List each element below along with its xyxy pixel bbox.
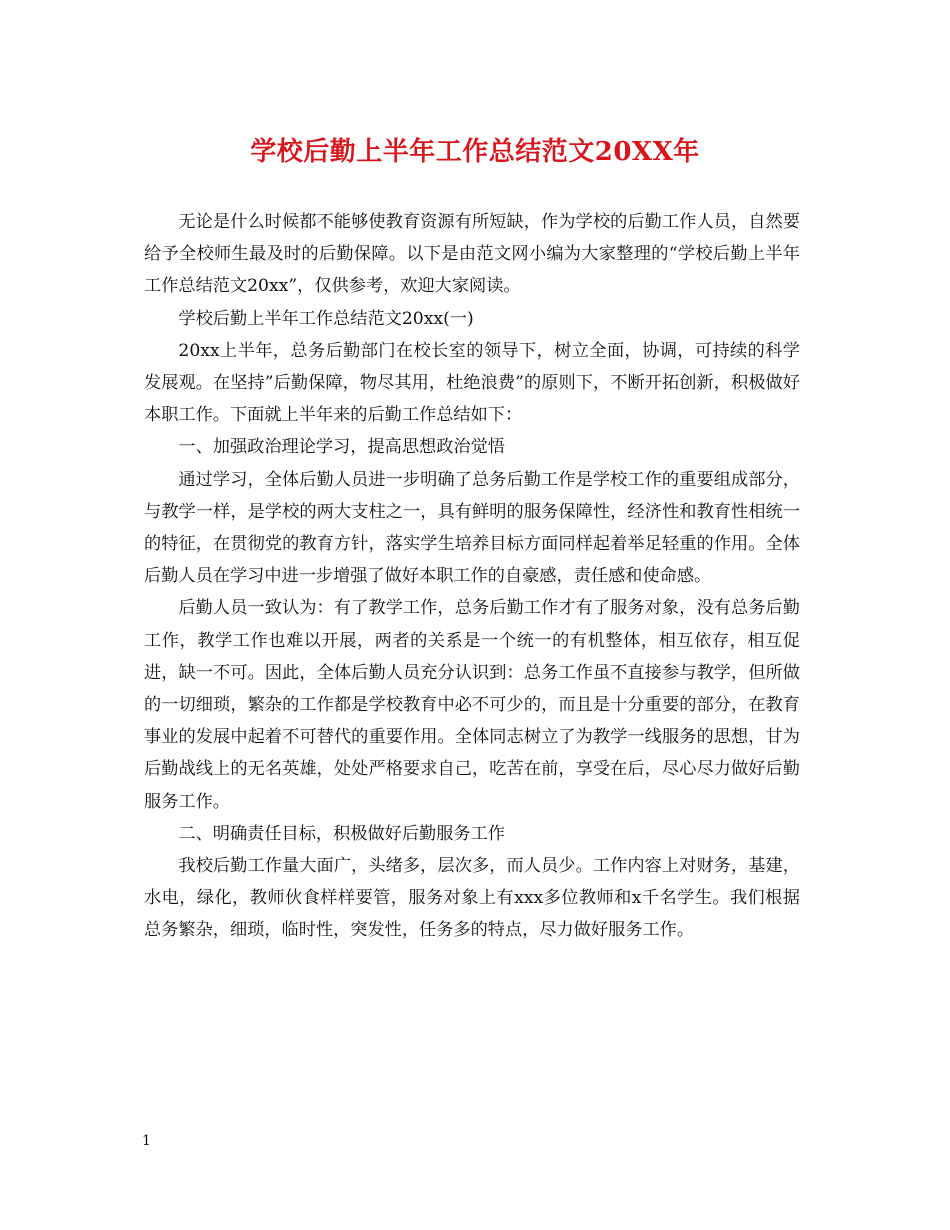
paragraph-logistics-role: 后勤人员一致认为：有了教学工作，总务后勤工作才有了服务对象，没有总务后勤工作，教学工作也难以开展，两者的关系是一个统一的有机整体，相互依存，相互促进，缺一不可。因此，全体后勤人员充分认识到：总务工作虽不直接参与教学，但所做的一切细琐，繁杂的工作都是学校教育中必不可少的，而且是十分重要的部分，在教育事业的发展中起着不可替代的重要作用。全体同志树立了为教学一线服务的思想，甘为后勤战线上的无名英雄，处处严格要求自己，吃苦在前，享受在后，尽心尽力做好后勤服务工作。	[144, 598, 800, 812]
section-heading-part-one: 学校后勤上半年工作总结范文20xx(一)	[178, 308, 474, 329]
paragraph-workload: 我校后勤工作量大面广，头绪多，层次多，而人员少。工作内容上对财务，基建，水电，绿化，教师伙食样样要管，服务对象上有xxx多位教师和x千名学生。我们根据总务繁杂，细琐，临时性，突发性，任务多的特点，尽力做好服务工作。	[144, 856, 800, 941]
document-body	[144, 206, 800, 947]
paragraph-intro: 无论是什么时候都不能够使教育资源有所短缺，作为学校的后勤工作人员，自然要给予全校师生最及时的后勤保障。以下是由范文网小编为大家整理的“学校后勤上半年工作总结范文20xx”，仅供参考，欢迎大家阅读。	[144, 212, 800, 297]
paragraph-study-results: 通过学习，全体后勤人员进一步明确了总务后勤工作是学校工作的重要组成部分，与教学一样，是学校的两大支柱之一，具有鲜明的服务保障性，经济性和教育性相统一的特征，在贯彻党的教育方针，落实学生培养目标方面同样起着举足轻重的作用。全体后勤人员在学习中进一步增强了做好本职工作的自豪感，责任感和使命感。	[144, 469, 800, 587]
paragraph-overview: 20xx上半年，总务后勤部门在校长室的领导下，树立全面，协调，可持续的科学发展观。在坚持”后勤保障，物尽其用，杜绝浪费”的原则下，不断开拓创新，积极做好本职工作。下面就上半年来的后勤工作总结如下：	[144, 340, 800, 426]
document-title: 学校后勤上半年工作总结范文20XX年	[250, 137, 700, 167]
heading-political-study: 一、加强政治理论学习，提高思想政治觉悟	[178, 437, 505, 458]
page-number: 1	[142, 1133, 151, 1149]
heading-responsibility-goals: 二、明确责任目标，积极做好后勤服务工作	[178, 823, 505, 844]
